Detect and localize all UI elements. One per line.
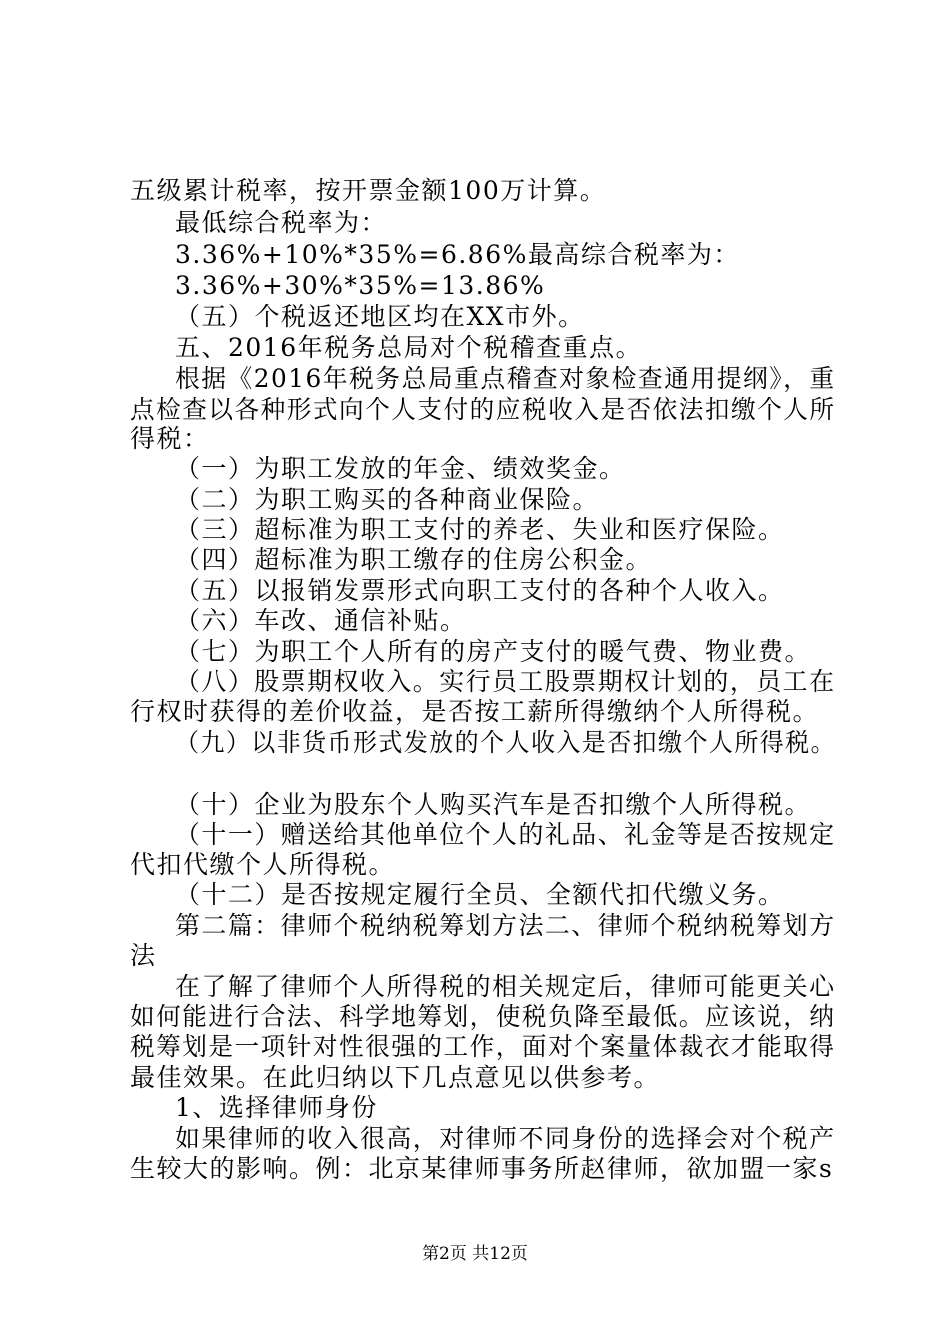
text-line: （一）为职工发放的年金、绩效奖金。 — [175, 454, 626, 483]
text-line: 代扣代缴个人所得税。 — [130, 850, 396, 879]
text-line: （十二）是否按规定履行全员、全额代扣代缴义务。 — [175, 880, 785, 909]
text-line: 第二篇：律师个税纳税筹划方法二、律师个税纳税筹划方 — [175, 911, 836, 940]
text-line: （十）企业为股东个人购买汽车是否扣缴个人所得税。 — [175, 790, 812, 819]
text-line: （五）个税返还地区均在XX市外。 — [175, 302, 585, 331]
text-line: 在了解了律师个人所得税的相关规定后，律师可能更关心 — [175, 972, 836, 1001]
text-line: （七）为职工个人所有的房产支付的暖气费、物业费。 — [175, 637, 812, 666]
text-line: 3.36%+10%*35%=6.86%最高综合税率为： — [175, 240, 740, 269]
text-line: （五）以报销发票形式向职工支付的各种个人收入。 — [175, 576, 785, 605]
text-line: （九）以非货币形式发放的个人收入是否扣缴个人所得税。 — [175, 728, 837, 757]
text-line: （六）车改、通信补贴。 — [175, 606, 467, 635]
text-line: 生较大的影响。例：北京某律师事务所赵律师，欲加盟一家s — [130, 1154, 834, 1183]
text-line: 得税： — [130, 424, 210, 453]
text-line: （三）超标准为职工支付的养老、失业和医疗保险。 — [175, 515, 785, 544]
text-line: 如何能进行合法、科学地筹划，使税负降至最低。应该说，纳 — [130, 1002, 836, 1031]
text-line: 最低综合税率为： — [175, 208, 388, 237]
text-line: 1、选择律师身份 — [175, 1093, 378, 1122]
text-line: （二）为职工购买的各种商业保险。 — [175, 485, 600, 514]
text-line: 税筹划是一项针对性很强的工作，面对个案量体裁衣才能取得 — [130, 1032, 836, 1061]
text-line: 3.36%+30%*35%=13.86% — [175, 271, 546, 300]
page-number: 第2页 共12页 — [422, 1244, 528, 1264]
text-line: 五、2016年税务总局对个税稽查重点。 — [175, 333, 643, 362]
text-line: 点检查以各种形式向个人支付的应税收入是否依法扣缴个人所 — [130, 395, 836, 424]
text-line: 根据《2016年税务总局重点稽查对象检查通用提纲》，重 — [175, 364, 836, 393]
text-line: （八）股票期权收入。实行员工股票期权计划的，员工在 — [175, 667, 836, 696]
text-line: 最佳效果。在此归纳以下几点意见以供参考。 — [130, 1063, 661, 1092]
text-line: 如果律师的收入很高，对律师不同身份的选择会对个税产 — [175, 1124, 836, 1153]
text-line: （十一）赠送给其他单位个人的礼品、礼金等是否按规定 — [175, 820, 836, 849]
text-line: （四）超标准为职工缴存的住房公积金。 — [175, 545, 653, 574]
text-line: 行权时获得的差价收益，是否按工薪所得缴纳个人所得税。 — [130, 697, 820, 726]
text-line: 五级累计税率，按开票金额100万计算。 — [130, 176, 607, 205]
text-line: 法 — [130, 941, 157, 970]
